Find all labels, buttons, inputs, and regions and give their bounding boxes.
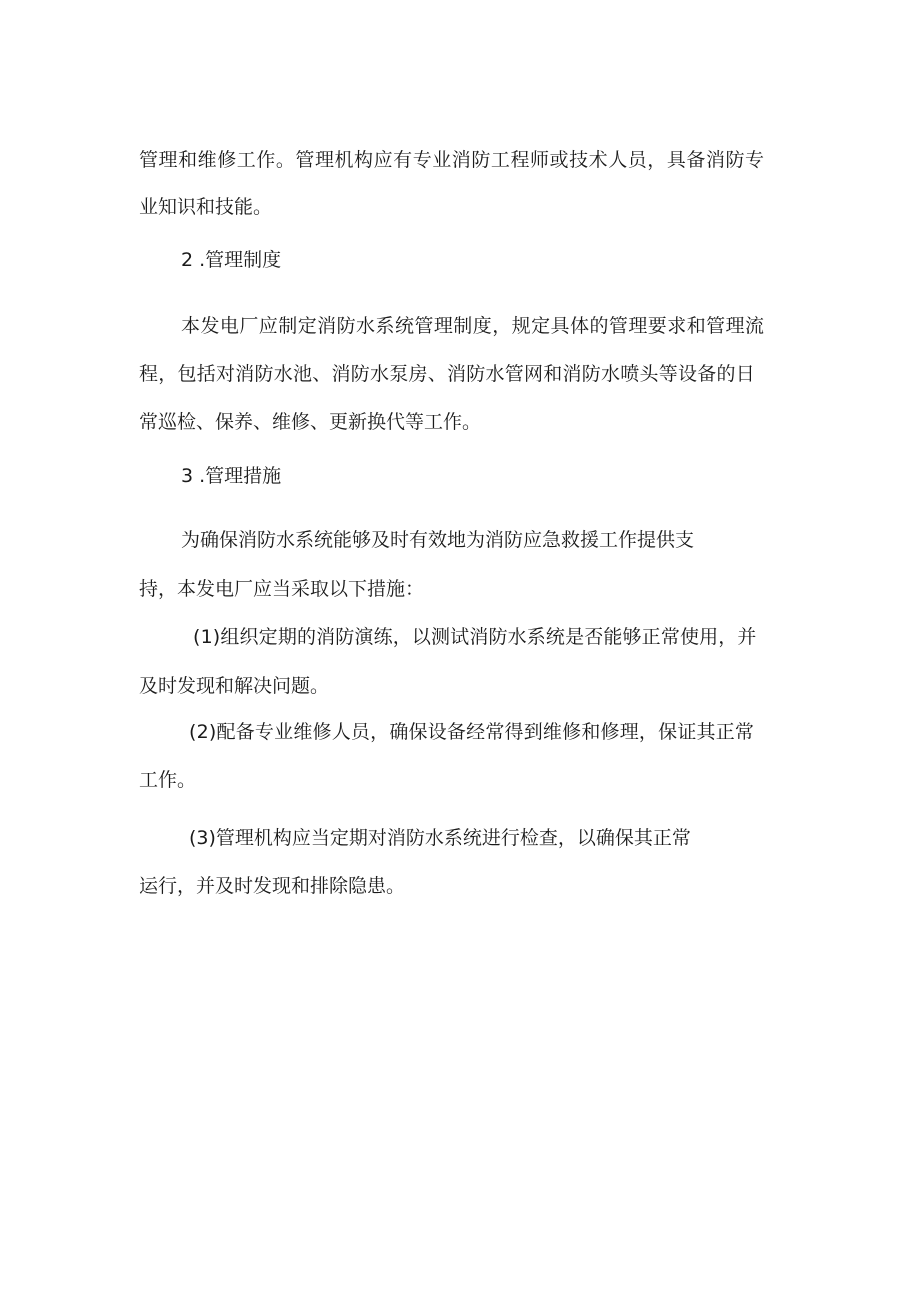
paragraph-line: 本发电厂应制定消防水系统管理制度，规定具体的管理要求和管理流 xyxy=(181,315,765,337)
paragraph-line: 业知识和技能。 xyxy=(139,196,273,218)
paragraph-line: 程，包括对消防水池、消防水泵房、消防水管网和消防水喷头等设备的日 xyxy=(139,363,756,385)
paragraph-line: 及时发现和解决问题。 xyxy=(139,675,330,697)
paragraph-line: 常巡检、保养、维修、更新换代等工作。 xyxy=(139,411,482,433)
paragraph-line: 工作。 xyxy=(139,769,197,791)
paragraph-line: 持，本发电厂应当采取以下措施： xyxy=(139,578,425,600)
section-heading-management-measures: 3 .管理措施 xyxy=(181,465,282,487)
list-item-2: (2)配备专业维修人员，确保设备经常得到维修和修理，保证其正常 xyxy=(189,721,755,743)
list-item-3: (3)管理机构应当定期对消防水系统进行检查，以确保其正常 xyxy=(189,827,691,849)
list-item-1: (1)组织定期的消防演练，以测试消防水系统是否能够正常使用，并 xyxy=(193,626,757,648)
paragraph-line: 运行，并及时发现和排除隐患。 xyxy=(139,875,406,897)
paragraph-line: 为确保消防水系统能够及时有效地为消防应急救援工作提供支 xyxy=(181,529,695,551)
paragraph-line: 管理和维修工作。管理机构应有专业消防工程师或技术人员，具备消防专 xyxy=(139,149,765,171)
section-heading-management-system: 2 .管理制度 xyxy=(181,249,282,271)
